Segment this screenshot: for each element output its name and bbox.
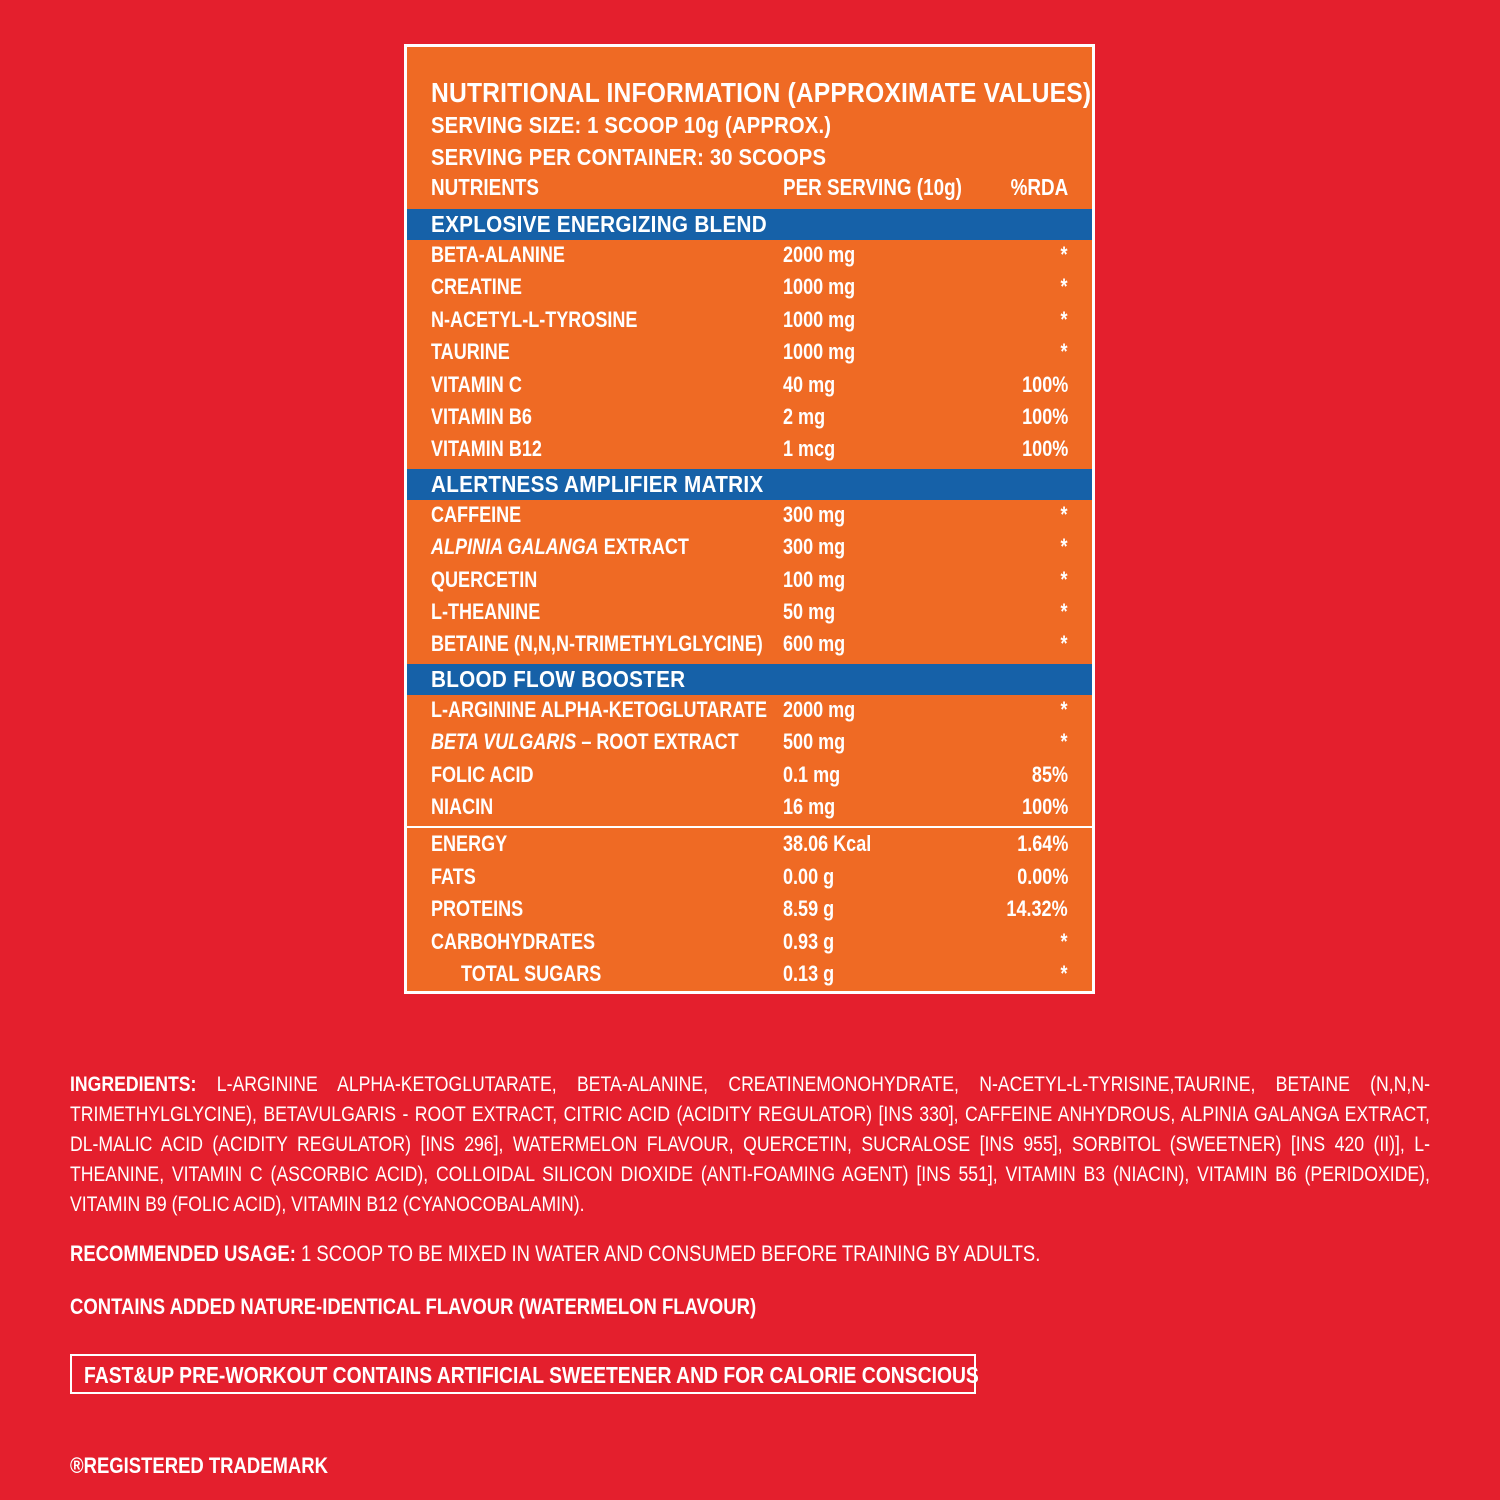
nutrient-row xyxy=(407,597,1092,629)
nutrient-row xyxy=(407,434,1092,466)
nutrient-value: 0.00 g xyxy=(783,863,835,889)
nutrient-row xyxy=(407,500,1092,532)
usage-text: 1 SCOOP TO BE MIXED IN WATER AND CONSUMED BEFORE TRAINING BY ADULTS. xyxy=(295,1241,1041,1266)
nutrition-table xyxy=(407,47,1092,991)
nutrient-rda: * xyxy=(1060,696,1068,722)
nutrient-value: 16 mg xyxy=(783,794,836,819)
nutrient-row xyxy=(407,829,1092,861)
nutrient-row xyxy=(407,727,1092,759)
nutrient-name: BETAINE (N,N,N-TRIMETHYLGLYCINE) xyxy=(431,631,763,657)
nutrient-row xyxy=(407,240,1092,272)
usage-label: RECOMMENDED USAGE: xyxy=(70,1241,296,1266)
nutrient-name: PROTEINS xyxy=(431,896,524,922)
nutrition-title: NUTRITIONAL INFORMATION (APPROXIMATE VALUES) xyxy=(431,77,1092,108)
nutrient-name-italic: ALPINIA GALANGA xyxy=(431,534,599,560)
nutrient-value: 8.59 g xyxy=(783,896,835,922)
nutrient-rda: * xyxy=(1060,339,1068,365)
nutrient-row xyxy=(407,695,1092,727)
column-header-per-serving: PER SERVING (10g) xyxy=(783,174,962,200)
nutrition-panel xyxy=(404,44,1095,994)
nutrient-rda: * xyxy=(1060,961,1068,986)
nutrient-name: CARBOHYDRATES xyxy=(431,928,596,954)
nutrient-name: CAFFEINE xyxy=(431,501,522,527)
nutrient-value: 1000 mg xyxy=(783,306,856,332)
nutrient-row xyxy=(407,792,1092,824)
nutrient-value: 2 mg xyxy=(783,404,826,429)
ingredients-paragraph xyxy=(70,1070,1430,1220)
nutrient-value: 300 mg xyxy=(783,534,846,560)
nutrient-value: 500 mg xyxy=(783,729,846,755)
ingredients-text: L-ARGININE ALPHA-KETOGLUTARATE, BETA-ALANINE, CREATINEMONOHYDRATE, N-ACETYL-L-TYRISINE,TAURINE, BETAINE (N,N,N- TRIMETHYLGLYCINE), BETAVULGARIS - ROOT EXTRACT, CITRIC ACID (ACIDITY REGULATOR) [INS 330], CAFFEINE ANHYDROUS, ALPINIA GALANGA EXTRACT, DL-MALIC ACID (ACIDITY REGULATOR) [INS 296], WATERMELON FLAVOUR, QUERCETIN, SUCRALOSE [INS 955], SORBITOL (SWEETNER) [INS 420 (II)], L-THEANINE, VITAMIN C (ASCORBIC ACID), COLLOIDAL SILICON DIOXIDE (ANTI-FOAMING AGENT) [INS 551], VITAMIN B3 (NIACIN), VITAMIN B6 (PERIDOXIDE), VITAMIN B9 (FOLIC ACID), VITAMIN B12 (CYANOCOBALAMIN). xyxy=(70,1073,1430,1216)
nutrient-row xyxy=(407,894,1092,926)
nutrient-rda: 85% xyxy=(1031,761,1068,787)
nutrient-value: 100 mg xyxy=(783,566,846,592)
sweetener-notice-box xyxy=(70,1354,979,1394)
sweetener-notice: FAST&UP PRE-WORKOUT CONTAINS ARTIFICIAL SWEETENER AND FOR CALORIE CONSCIOUS xyxy=(84,1362,979,1388)
nutrient-row xyxy=(407,402,1092,434)
nutrient-row xyxy=(407,959,1092,991)
section-band xyxy=(407,209,1092,240)
nutrient-rda: * xyxy=(1060,306,1068,332)
nutrient-value: 38.06 Kcal xyxy=(783,831,872,857)
nutrient-value: 2000 mg xyxy=(783,696,856,722)
column-header-rda: %RDA xyxy=(1010,174,1068,200)
section-title: BLOOD FLOW BOOSTER xyxy=(431,665,686,692)
nutrient-name: VITAMIN C xyxy=(431,371,522,397)
nutrient-name xyxy=(431,534,689,560)
nutrient-name: FATS xyxy=(431,863,476,889)
column-header-nutrients: NUTRIENTS xyxy=(431,174,539,200)
nutrient-name-rest: – ROOT EXTRACT xyxy=(576,729,739,755)
nutrient-row xyxy=(407,305,1092,337)
nutrient-rda: * xyxy=(1060,274,1068,300)
trademark-note: ®REGISTERED TRADEMARK xyxy=(70,1453,328,1478)
nutrient-name: L-ARGININE ALPHA-KETOGLUTARATE xyxy=(431,696,768,722)
nutrient-name: VITAMIN B12 xyxy=(431,436,542,462)
nutrient-row xyxy=(407,532,1092,564)
nutrient-row xyxy=(407,337,1092,369)
nutrient-rda: 1.64% xyxy=(1016,831,1068,857)
serving-size: SERVING SIZE: 1 SCOOP 10g (APPROX.) xyxy=(431,112,832,138)
nutrient-name: NIACIN xyxy=(431,794,494,819)
nutrient-name: CREATINE xyxy=(431,274,522,300)
nutrient-value: 300 mg xyxy=(783,501,846,527)
summary-divider xyxy=(407,826,1092,828)
servings-per-container: SERVING PER CONTAINER: 30 SCOOPS xyxy=(431,144,827,170)
nutrient-name xyxy=(431,729,739,755)
nutrient-rda: * xyxy=(1060,631,1068,657)
nutrient-row xyxy=(407,629,1092,661)
nutrient-name-rest: EXTRACT xyxy=(598,534,689,560)
nutrient-name: ENERGY xyxy=(431,831,508,857)
ingredients-label: INGREDIENTS: xyxy=(70,1073,197,1096)
nutrient-row xyxy=(407,862,1092,894)
nutrient-name: L-THEANINE xyxy=(431,599,541,624)
nutrient-rda: * xyxy=(1060,729,1068,755)
nutrient-rda: 14.32% xyxy=(1006,896,1068,922)
nutrient-rda: * xyxy=(1060,566,1068,592)
nutrient-value: 50 mg xyxy=(783,599,836,624)
nutrient-rda: * xyxy=(1060,928,1068,954)
nutrient-value: 1000 mg xyxy=(783,274,856,300)
nutrient-value: 1000 mg xyxy=(783,339,856,365)
nutrient-row xyxy=(407,370,1092,402)
nutrient-value: 2000 mg xyxy=(783,242,856,267)
nutrient-rda: 100% xyxy=(1021,436,1068,462)
nutrient-name: VITAMIN B6 xyxy=(431,404,532,429)
nutrient-value: 600 mg xyxy=(783,631,846,657)
nutrient-value: 40 mg xyxy=(783,371,836,397)
recommended-usage xyxy=(70,1241,1040,1267)
nutrient-value: 0.1 mg xyxy=(783,761,841,787)
nutrient-row xyxy=(407,760,1092,792)
section-title: ALERTNESS AMPLIFIER MATRIX xyxy=(431,470,764,497)
nutrient-name: TOTAL SUGARS xyxy=(461,961,602,986)
column-headers xyxy=(407,174,1092,204)
nutrient-rda: * xyxy=(1060,242,1068,267)
nutrient-rda: 0.00% xyxy=(1016,863,1068,889)
nutrient-row xyxy=(407,565,1092,597)
section-title: EXPLOSIVE ENERGIZING BLEND xyxy=(431,211,767,237)
nutrient-name: BETA-ALANINE xyxy=(431,242,565,267)
section-band xyxy=(407,469,1092,500)
nutrient-name-italic: BETA VULGARIS xyxy=(431,729,577,755)
nutrient-name: QUERCETIN xyxy=(431,566,538,592)
nutrient-name: FOLIC ACID xyxy=(431,761,534,787)
nutrient-name: N-ACETYL-L-TYROSINE xyxy=(431,306,638,332)
nutrient-rda: 100% xyxy=(1021,404,1068,429)
nutrient-rda: * xyxy=(1060,599,1068,624)
nutrient-name: TAURINE xyxy=(431,339,510,365)
section-band xyxy=(407,664,1092,695)
nutrient-rda: * xyxy=(1060,501,1068,527)
nutrient-value: 1 mcg xyxy=(783,436,836,462)
nutrient-rda: 100% xyxy=(1021,371,1068,397)
nutrient-row xyxy=(407,272,1092,304)
nutrient-value: 0.13 g xyxy=(783,961,835,986)
nutrient-rda: 100% xyxy=(1021,794,1068,819)
nutrient-value: 0.93 g xyxy=(783,928,835,954)
flavour-note: CONTAINS ADDED NATURE-IDENTICAL FLAVOUR (WATERMELON FLAVOUR) xyxy=(70,1294,757,1319)
nutrient-row xyxy=(407,927,1092,959)
nutrient-rda: * xyxy=(1060,534,1068,560)
